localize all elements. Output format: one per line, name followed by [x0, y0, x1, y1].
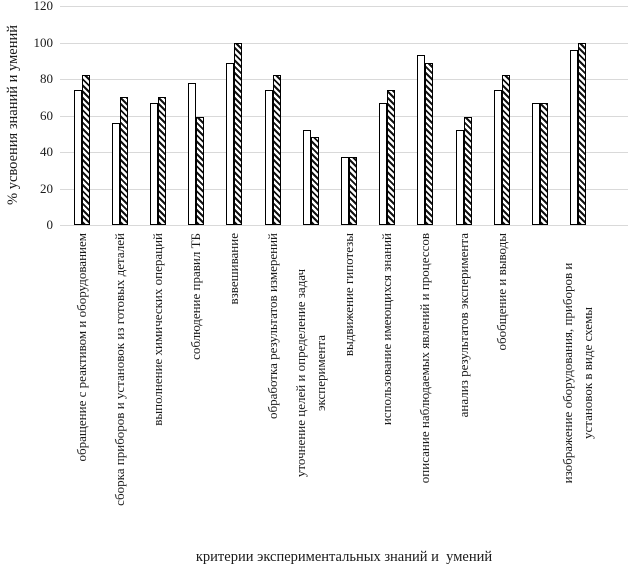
y-tick-label-0: 0: [46, 217, 53, 232]
y-tick-label-20: 20: [40, 180, 53, 196]
y-tick-label-120: 120: [33, 0, 53, 13]
bar-plain-white-bars-cat7: [303, 130, 311, 225]
y-tick-label-60: 60: [40, 107, 53, 123]
bar-hatched-bars-cat7: [311, 137, 319, 225]
bar-plain-white-bars-cat14: [570, 50, 578, 225]
gridline-120: [60, 6, 628, 7]
category-label-2: сборка приборов и установок из готовых деталей: [111, 233, 127, 506]
bar-hatched-bars-cat1: [82, 75, 90, 225]
category-label-1: обращение с реактивом и оборудованием: [73, 233, 89, 462]
y-tick-label-100: 100: [33, 34, 53, 50]
category-label-9: использование имеющихся знаний: [379, 233, 395, 426]
bar-hatched-bars-cat8: [349, 157, 357, 225]
bar-hatched-bars-cat4: [196, 117, 204, 225]
bar-hatched-bars-cat3: [158, 97, 166, 225]
y-axis-title: % усвоения знаний и умений: [5, 25, 21, 205]
bar-plain-white-bars-cat2: [112, 123, 120, 225]
gridline-0: [60, 225, 628, 226]
category-label-4: соблюдение правил ТБ: [188, 233, 204, 360]
category-label-11: анализ результатов эксперимента: [455, 233, 471, 418]
bar-hatched-bars-cat9: [387, 90, 395, 225]
bar-plain-white-bars-cat8: [341, 157, 349, 225]
category-label-6: обработка результатов измерений: [264, 233, 280, 420]
bar-plain-white-bars-cat4: [188, 83, 196, 225]
bar-plain-white-bars-cat13: [532, 103, 540, 225]
bar-hatched-bars-cat6: [273, 75, 281, 225]
bar-plain-white-bars-cat10: [417, 55, 425, 225]
category-label-5: взвешивание: [226, 233, 242, 305]
bar-hatched-bars-cat5: [234, 43, 242, 226]
bar-plain-white-bars-cat3: [150, 103, 158, 225]
bar-plain-white-bars-cat9: [379, 103, 387, 225]
category-label-8: выдвижение гипотезы: [340, 233, 356, 357]
bar-hatched-bars-cat2: [120, 97, 128, 225]
y-tick-label-80: 80: [40, 71, 53, 86]
bar-hatched-bars-cat11: [464, 117, 472, 225]
x-axis-title: критерии экспериментальных знаний и умений: [195, 549, 493, 565]
bar-plain-white-bars-cat12: [494, 90, 502, 225]
bar-plain-white-bars-cat5: [226, 63, 234, 225]
bar-hatched-bars-cat12: [502, 75, 510, 225]
category-label-14: изображение оборудования, приборов и установок в виде схемы: [560, 262, 596, 484]
y-tick-label-40: 40: [40, 144, 53, 159]
category-label-3: выполнение химических операций: [149, 233, 165, 426]
bar-hatched-bars-cat14: [578, 43, 586, 226]
category-label-7: уточнение целей и определение задач эксперимента: [292, 268, 328, 478]
gridline-100: [60, 43, 628, 44]
gridline-80: [60, 79, 628, 80]
bar-plain-white-bars-cat6: [265, 90, 273, 225]
bar-plain-white-bars-cat1: [74, 90, 82, 225]
bar-hatched-bars-cat13: [540, 103, 548, 225]
bar-hatched-bars-cat10: [425, 63, 433, 225]
plot-area: [60, 6, 628, 225]
bar-plain-white-bars-cat11: [456, 130, 464, 225]
category-label-10: описание наблюдаемых явлений и процессов: [417, 233, 433, 484]
category-label-12: обобщение и выводы: [493, 233, 509, 351]
